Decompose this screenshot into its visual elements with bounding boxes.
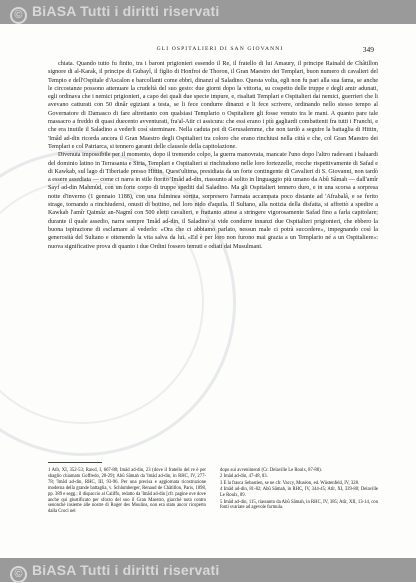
footnote: dopo sui avvenimenti (Cr. Delaville Le Roulx, 87-88). xyxy=(220,468,322,473)
page-number: 349 xyxy=(362,45,374,54)
footnote: 4 Imâd ad-din, 81-82; Abû Sâmah, in RHC, IV, 344-45; Atîr, XI, 339-80; Delaville Le Roulx, 89. xyxy=(220,487,378,499)
footnote: 5 Imâd ad-din, 115, riassunto da Abû Sâmah, in RHC, IV, 385; Atîr, XII, 13-14, con fonti svariate ad agevole formula. xyxy=(220,499,378,511)
watermark-banner-bottom xyxy=(0,558,416,582)
running-title: GLI OSPITALIERI DI SAN GIOVANNI xyxy=(156,46,284,52)
footnote: 2 Imâd ad-din, 47-48, 83. xyxy=(220,474,268,480)
main-text xyxy=(48,60,378,251)
watermark-text-bottom: BiASA Tutti i diritti riservati xyxy=(32,562,220,578)
watermark-label-top xyxy=(10,3,219,24)
copyright-icon: © xyxy=(10,7,27,24)
body-paragraph: Divenuta impossibile per il momento, dopo il tremendo colpo, la guerra manovrata, mancate l'uno dopo l'altro radevani i baluardi del dominio latino in Terrasanta e Siria, Templari e Ospitalieri si rinchiudono nelle loro fortezzelle, rocche rispettivamente di Safad e di Kawkab, sul lago di Tiberiade presso Hittin. Quest'ultima, presidiata da un forte contingente di Cavalieri di S. Giovanni, non tardò a essere assediata — come ci narra in stile fiorito 'Imâd ad-din, riassunto al solito in linguaggio più umano da Abû Sâmah — dall'amîr Sayf ad-din Mahmûd, con un forte corpo di truppe spediti dal Saladino. Ma gli Ospitalieri tennero duro, e in una scorsa a sorpresa notte d'inverno (1 gennaio 1188), con una fulminea sortita, sorpresero l'armata accampata poco distante ad 'Afrabalâ, e se ferito strage, tornando a rinchiudersi, onusti di bottino, nel loro nido d'aquila. Il Sultano, alla notizia della disfatta, si affrettò a spedire a Kawkab l'amîr Qaimâz an-Nagmî con 500 eletti cavalieri, e frattanto attese a stringere vigorosamente Safad fino a farla capitolare; durante il quale assedio, narra sempre 'Imâd ad-din, il Saladino si vide condurre innanzi due Ospitalieri prigionieri, che ebbero la buona ispirazione di esclamare al vederlo: «Ora che ci abbiamo parlato, nessun male ci potrà succedere», impegnando così la generosità del Sultano e ottenendo la vita salva da lui. «Ed è per loro non furono mai grazia a un Templario né a un Ospitaliere»: nuova significative prova di quanto i due Ordini fossero temuti e odiati dai Musulmani. xyxy=(48,152,378,250)
body-paragraph: chiata. Quando tutto fu finito, tra i baroni prigionieri essendo il Re, il fratello di lui Amaury, il principe Rainald de Châtillon signore di al-Karak, il principe di Gubayl, il figlio di Honfroi de Thoron, il Gran Maestro dei Templari, buon numero di cavalieri del Tempio e dell'Ospitale d'Ascalon e barcollanti come ebbri, dinanzi al Saladino. Questa volta, egli non fu pari alla sua fama, se anche le circostanze possono attenuare la crudeltà del suo gesto: due giorni dopo la vittoria, su cospetto delle truppe e degli amir adunati, egli ordinava che i nemici prigionieri, a capo dei quali due specie impure, e, risaltati Templari e Ospitalieri dai nemici, guerrieri che li avevano catturati con 50 dinâr egiziani a testa, se li fece condurre dinanzi e li fece scrivere, ordinando nello stesso tempo al Governatore di Damasco di fare altrettanto con qualsiasi Templario o Ospitaliere gli fosse venuto tra le mani. A quanto pare tale massacro a freddo di quasi duecento avventurati, fra'al-Atir ci assicura: che essi erano i più gagliardi combattenti fra tutti i Franchi, e che era inutile il Saladino a vederli così sterminare. Nella caduta poi di Gerusalemme, che non tardò a seguire la battaglia di Hittin, 'Imâd ad-din ricorda ancora il Gran Maestro degli Ospitalieri tra coloro che erano rinchiusi nella città e che, col Gran Maestro dei Templari e col Patriarca, si tennero garanti delle clausole della capitolazione. xyxy=(48,61,378,150)
watermark-banner-top xyxy=(0,0,416,24)
footnotes-left-column xyxy=(48,468,206,516)
footnote-separator xyxy=(48,462,102,463)
watermark-label-bottom xyxy=(10,562,219,583)
watermark-text-top: BiASA Tutti i diritti riservati xyxy=(32,3,220,19)
footnotes-right-column xyxy=(220,468,378,512)
footnote: 1 Atîr, XI, 352-53; Rawd, I, 667-88; Imâd ad-din, 23 (dove il fratello del re è per sbaglio chiamato Goffredo, 28-29); Abû Sâmah da 'Imâd ad-din, in RHC, IV, 277-78; 'Imâd ad-din, RHC, III, 93-96. Per una precisa e aggiornata ricostruzione moderna della grande battaglia, v. Schlumberger, Renaud de Châtillon, Paris, 1898, pp. 389 e segg.; il dispaccio al Califfo, redatto da 'Imâd ad-din [cfr. pagine ove dove anche qui giustificato per sforzo del suo il Gran Maestro, giacché nota contro senonché insieme alle nostre di Roger des Moulins, non era stato ancor ricoperto dalla Croci nel xyxy=(48,468,206,515)
footnote: 3 E la frasca Sebastien, se ne cfr. Vaccy, Muséon, ed. Wüstenfeld, IV, 328. xyxy=(220,480,360,486)
copyright-icon: © xyxy=(10,566,27,583)
